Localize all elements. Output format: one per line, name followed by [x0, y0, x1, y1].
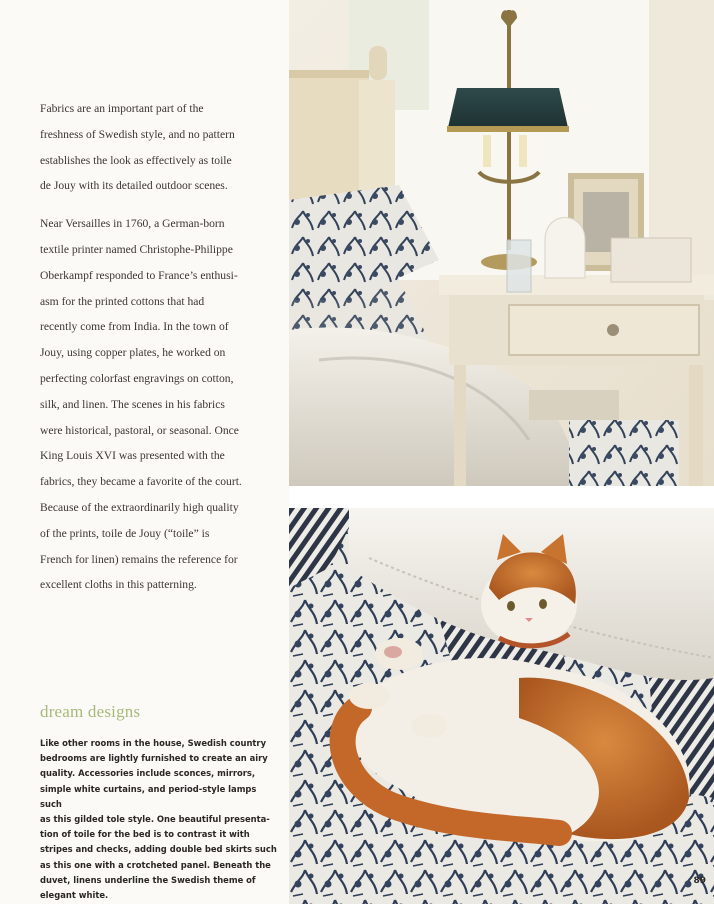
text-column — [0, 0, 289, 904]
caption-text: Like other rooms in the house, Swedish country bedrooms are lightly furnished to create an airy quality. Accessories include sconces, mirrors, simple white curtains, and period-style lamps such as this gilded tole style. One beautiful presenta- tion of toile for the bed is to contrast it with stripes and checks, adding double bed skirts such as this one with a crotcheted panel. Beneath the duvet, linens underline the Swedish theme of elegant white. — [40, 738, 277, 901]
cat-on-bed-photo — [289, 508, 714, 904]
bedroom-nightstand-photo — [289, 0, 714, 486]
photo-gutter — [289, 486, 714, 508]
page-number: 89 — [693, 876, 706, 886]
section-heading: dream designs — [40, 702, 141, 721]
body-paragraph-1: Fabrics are an important part of the freshness of Swedish style, and no pattern establishes the look as effectively as toile de Jouy with its detailed outdoor scenes. — [40, 102, 235, 193]
body-text — [40, 96, 278, 610]
body-paragraph-2: Near Versailles in 1760, a German-born textile printer named Christophe-Philippe Oberkampf responded to France’s enthusi- asm for the printed cottons that had recently come from India. In the town of Jouy, using copper plates, he worked on perfecting colorfast engravings on cotton, silk, and linen. The scenes in his fabrics were historical, pastoral, or seasonal. Once King Louis XVI was presented with the fabrics, they became a favorite of the court. Because of the extraordinarily high quality of the prints, toile de Jouy (“toile” is French for linen) remains the reference for excellent cloths in this patterning. — [40, 217, 242, 592]
